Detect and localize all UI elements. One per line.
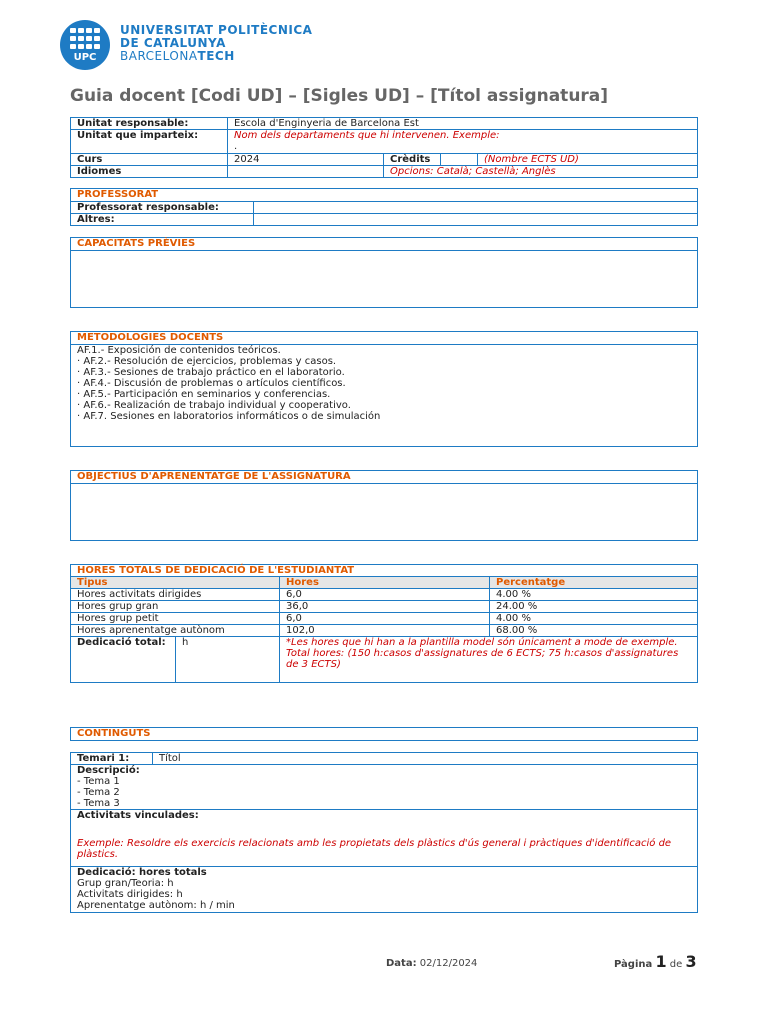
dedicacio-label: Dedicació: hores totals — [77, 867, 207, 878]
metodologia-item: · AF.2.- Resolución de ejercicios, problemas y casos. — [77, 356, 337, 367]
altres-value — [254, 214, 698, 226]
logo-dots — [70, 28, 100, 50]
hores-tipus: Hores aprenentatge autònom — [71, 625, 280, 637]
metodologia-item: · AF.7. Sesiones en laboratorios informáticos o de simulación — [77, 411, 381, 422]
descripcio-cell — [71, 765, 698, 810]
unitat-imparteix-label: Unitat que imparteix: — [71, 130, 228, 154]
hores-value: 102,0 — [280, 625, 490, 637]
footer-page-current: 1 — [655, 952, 667, 971]
continguts-title: CONTINGUTS — [71, 728, 698, 741]
idiomes-empty — [228, 166, 384, 178]
unitat-responsable-value: Escola d'Enginyeria de Barcelona Est — [228, 118, 698, 130]
capacitats-title: CAPACITATS PRÈVIES — [71, 238, 698, 251]
metodologies-content — [71, 345, 698, 447]
dedicacio-line: Grup gran/Teoria: h — [77, 878, 174, 889]
tema-item: - Tema 1 — [77, 776, 120, 787]
metodologies-title: METODOLOGIES DOCENTS — [71, 332, 698, 345]
altres-label: Altres: — [71, 214, 254, 226]
hores-percent: 68.00 % — [490, 625, 698, 637]
dedicacio-total-unit: h — [176, 637, 280, 683]
professorat-title: PROFESSORAT — [71, 189, 698, 202]
unitat-responsable-label: Unitat responsable: — [71, 118, 228, 130]
footer-pagination — [614, 952, 697, 971]
objectius-table — [70, 470, 698, 541]
tema-item: - Tema 3 — [77, 798, 120, 809]
dedicacio-total-label: Dedicació total: — [71, 637, 176, 683]
professorat-table — [70, 188, 698, 226]
professorat-responsable-value — [254, 202, 698, 214]
metodologia-item: · AF.5.- Participación en seminarios y conferencias. — [77, 389, 331, 400]
temari-label: Temari 1: — [71, 753, 153, 765]
logo-line3 — [120, 50, 312, 63]
unitat-imparteix-value: Nom dels departaments que hi intervenen. Exemple: — [234, 130, 500, 141]
activitats-example: Exemple: Resoldre els exercicis relacionats amb les propietats dels plàstics d'ús general i pràctiques d'identificació de plàstics. — [77, 838, 672, 860]
logo-line1: UNIVERSITAT POLITÈCNICA — [120, 23, 313, 37]
activitats-label: Activitats vinculades: — [77, 810, 199, 821]
metodologia-item: · AF.4.- Discusión de problemas o artículos científicos. — [77, 378, 346, 389]
document-title: Guia docent [Codi UD] – [Sigles UD] – [Títol assignatura] — [70, 86, 609, 106]
continguts-header-table — [70, 727, 698, 741]
table-row — [71, 613, 698, 625]
hores-header-percentatge: Percentatge — [490, 577, 698, 589]
dedicacio-cell — [71, 867, 698, 913]
hores-tipus: Hores grup gran — [71, 601, 280, 613]
curs-label: Curs — [71, 154, 228, 166]
logo-line2: DE CATALUNYA — [120, 36, 226, 50]
hores-percent: 4.00 % — [490, 613, 698, 625]
continguts-table — [70, 752, 698, 913]
objectius-content — [71, 484, 698, 541]
idiomes-label: Idiomes — [71, 166, 228, 178]
hores-percent: 24.00 % — [490, 601, 698, 613]
metodologia-item: AF.1.- Exposición de contenidos teóricos. — [77, 345, 281, 356]
logo-line3-b: TECH — [197, 49, 235, 63]
hores-percent: 4.00 % — [490, 589, 698, 601]
hores-table — [70, 564, 698, 683]
hores-header-tipus: Tipus — [71, 577, 280, 589]
capacitats-content — [71, 251, 698, 308]
hores-value: 36,0 — [280, 601, 490, 613]
tema-item: - Tema 2 — [77, 787, 120, 798]
table-row — [71, 625, 698, 637]
credits-label: Crèdits — [384, 154, 441, 166]
dedicacio-notes — [280, 637, 698, 683]
unitat-imparteix-cell — [228, 130, 698, 154]
metodologies-table — [70, 331, 698, 447]
logo-abbr: UPC — [73, 52, 97, 63]
idiomes-value: Opcions: Català; Castellà; Anglès — [384, 166, 698, 178]
unitat-imparteix-value2: . — [234, 141, 238, 152]
metodologia-item: · AF.6.- Realización de trabajo individual y cooperativo. — [77, 400, 351, 411]
descripcio-label: Descripció: — [77, 765, 140, 776]
dedicacio-line: Activitats dirigides: h — [77, 889, 183, 900]
logo-line3-a: BARCELONA — [120, 49, 198, 63]
table-row — [71, 589, 698, 601]
credits-empty — [441, 154, 478, 166]
upc-logo — [60, 20, 110, 70]
hores-value: 6,0 — [280, 613, 490, 625]
temari-value: Títol — [153, 753, 698, 765]
footer-de-label: de — [669, 959, 683, 970]
footer-page-total: 3 — [685, 952, 697, 971]
footer-date — [386, 958, 477, 969]
capacitats-table — [70, 237, 698, 308]
footer-date-label: Data: — [386, 958, 417, 969]
metodologia-item: · AF.3.- Sesiones de trabajo práctico en el laboratorio. — [77, 367, 345, 378]
hores-value: 6,0 — [280, 589, 490, 601]
table-row — [71, 601, 698, 613]
dedicacio-line: Aprenentatge autònom: h / min — [77, 900, 235, 911]
logo-text — [120, 24, 312, 63]
footer-page-label: Pàgina — [614, 959, 653, 970]
dedicacio-note2: Total hores: (150 h:casos d'assignatures de 6 ECTS; 75 h:casos d'assignatures de 3 ECTS) — [286, 648, 679, 670]
activitats-cell — [71, 810, 698, 867]
hores-title: HORES TOTALS DE DEDICACIÓ DE L'ESTUDIANTAT — [71, 565, 698, 577]
hores-header-hores: Hores — [280, 577, 490, 589]
curs-value: 2024 — [228, 154, 384, 166]
dedicacio-note1: *Les hores que hi han a la plantilla model són únicament a mode de exemple. — [286, 637, 678, 648]
hores-tipus: Hores grup petit — [71, 613, 280, 625]
info-table — [70, 117, 698, 178]
footer-date-value: 02/12/2024 — [419, 958, 478, 969]
objectius-title: OBJECTIUS D'APRENENTATGE DE L'ASSIGNATURA — [71, 471, 698, 484]
hores-tipus: Hores activitats dirigides — [71, 589, 280, 601]
credits-value: (Nombre ECTS UD) — [478, 154, 698, 166]
professorat-responsable-label: Professorat responsable: — [71, 202, 254, 214]
